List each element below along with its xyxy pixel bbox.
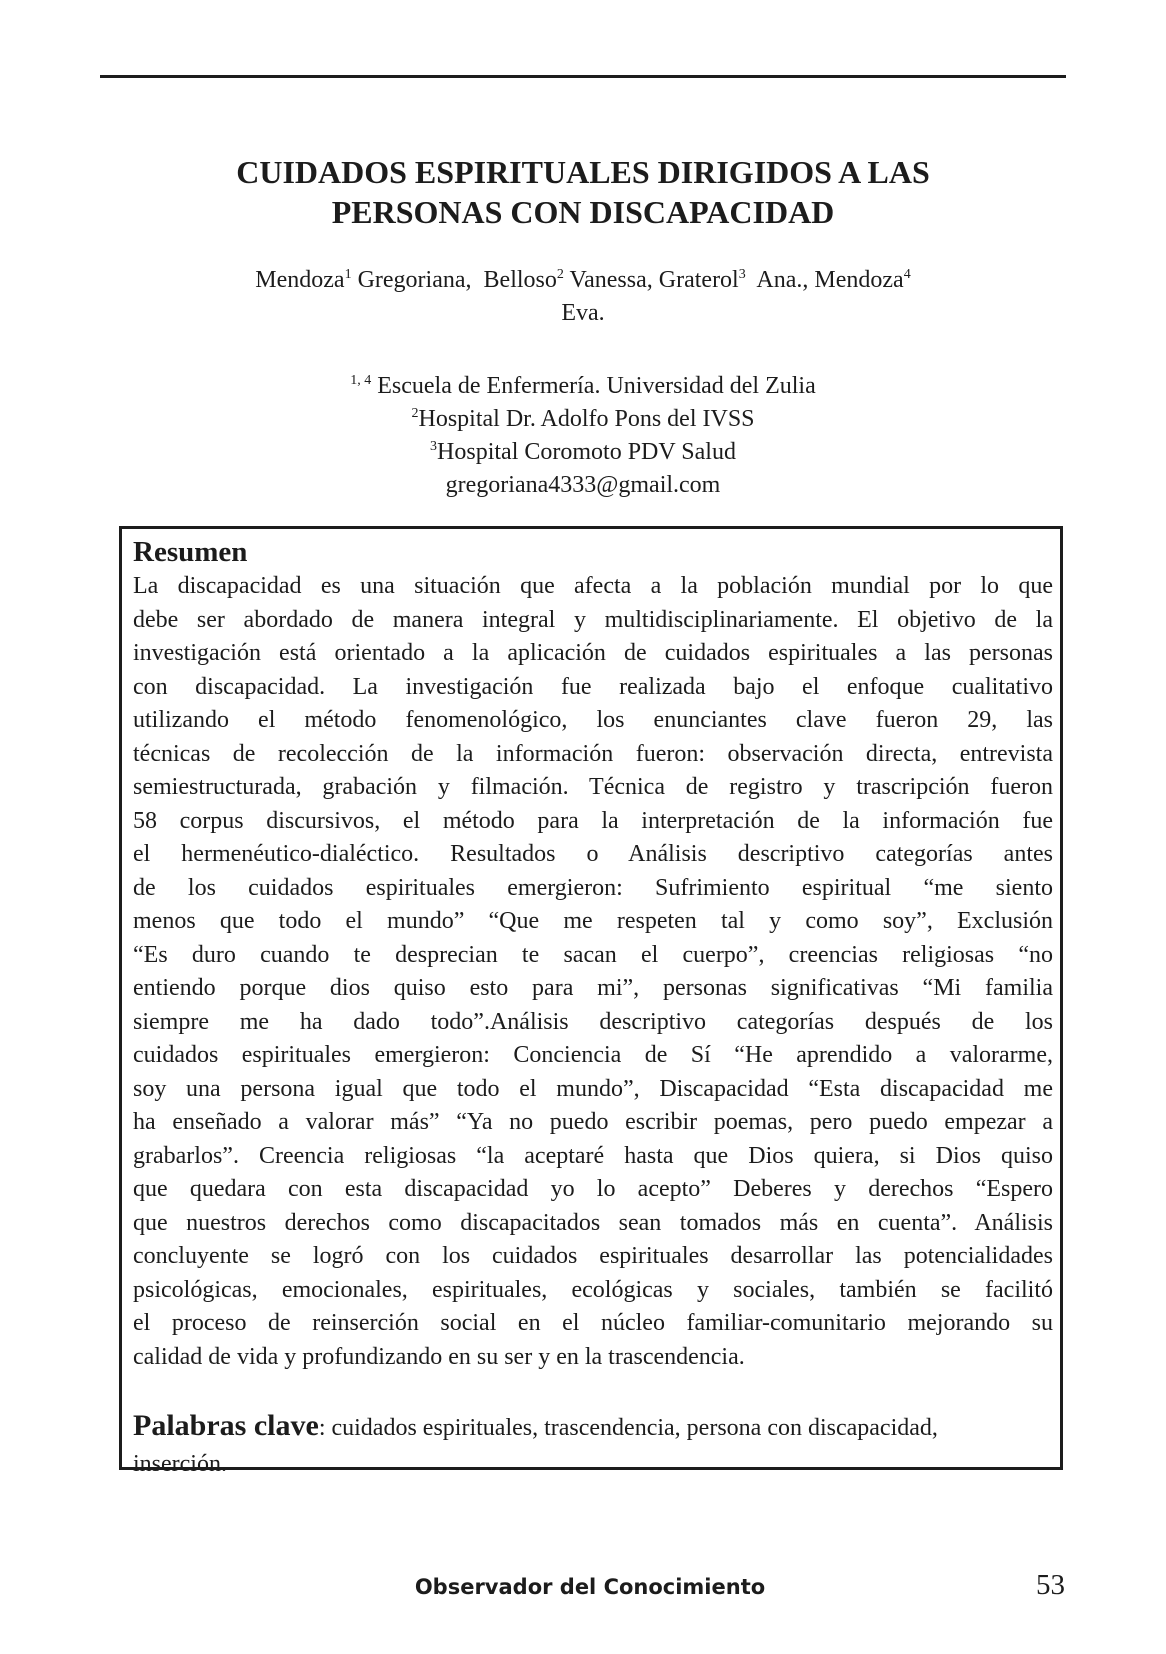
abstract-line: 58 corpus discursivos, el método para la interpretación de la información fue [133,807,1053,834]
keywords [133,1408,1053,1482]
abstract-line: psicológicas, emocionales, espirituales, ecológicas y sociales, también se facilitó [133,1276,1053,1303]
author-given-name: Eva. [561,300,605,326]
keywords-separator: : [318,1415,326,1441]
abstract-line: “Es duro cuando te desprecian te sacan el cuerpo”, creencias religiosas “no [133,941,1053,968]
abstract-line: técnicas de recolección de la información fueron: observación directa, entrevista [133,740,1053,767]
author-list [170,264,996,330]
abstract-line: el proceso de reinserción social en el núcleo familiar-comunitario mejorando su [133,1310,1053,1336]
authors-line-1 [170,264,996,297]
abstract-line: concluyente se logró con los cuidados espirituales desarrollar las potencialidades [133,1243,1053,1269]
abstract-line: con discapacidad. La investigación fue realizada bajo el enfoque cualitativo [133,673,1053,700]
page-number: 53 [1036,1569,1065,1601]
affiliations [100,370,1066,502]
abstract-line: calidad de vida y profundizando en su ser y en la trascendencia. [133,1343,745,1370]
affiliation-text: Escuela de Enfermería. Universidad del Zulia [377,373,816,399]
abstract-line: que quedara con esta discapacidad yo lo acepto” Deberes y derechos “Espero [133,1176,1053,1202]
contact-email: gregoriana4333@gmail.com [445,472,721,498]
abstract-line: debe ser abordado de manera integral y multidisciplinariamente. El objetivo de la [133,606,1053,633]
keywords-text: cuidados espirituales, trascendencia, persona con discapacidad, [325,1415,938,1441]
author-affiliation-marker: 3 [738,267,746,282]
abstract-line: siempre me ha dado todo”.Análisis descriptivo categorías después de los [133,1008,1053,1035]
abstract-line: La discapacidad es una situación que afecta a la población mundial por lo que [133,573,1053,599]
author-affiliation-marker: 1 [344,267,352,282]
abstract-heading: Resumen [133,536,248,568]
title-line-1: CUIDADOS ESPIRITUALES DIRIGIDOS A LAS [236,154,930,190]
title-line-2: PERSONAS CON DISCAPACIDAD [331,194,835,230]
affiliation-line [100,436,1066,469]
affiliation-marker: 3 [430,439,438,454]
abstract-line: que nuestros derechos como discapacitados sean tomados más en cuenta”. Análisis [133,1209,1053,1236]
abstract-line: menos que todo el mundo” “Que me respeten tal y como soy”, Exclusión [133,908,1053,934]
affiliation-text: Hospital Coromoto PDV Salud [437,439,736,465]
author-surname: Mendoza [255,267,345,293]
keywords-label: Palabras clave [133,1409,319,1442]
abstract-line: soy una persona igual que todo el mundo”, Discapacidad “Esta discapacidad me [133,1075,1053,1102]
abstract-line: de los cuidados espirituales emergieron: Sufrimiento espiritual “me siento [133,874,1053,901]
abstract-line: cuidados espirituales emergieron: Conciencia de Sí “He aprendido a valorarme, [133,1042,1053,1068]
top-rule [100,75,1066,78]
affiliation-text: Hospital Dr. Adolfo Pons del IVSS [418,406,755,432]
affiliation-marker: 1, 4 [350,373,372,388]
journal-name: Observador del Conocimiento [414,1575,766,1599]
abstract-line: el hermenéutico-dialéctico. Resultados o Análisis descriptivo categorías antes [133,841,1053,867]
abstract-line: semiestructurada, grabación y filmación. Técnica de registro y trascripción fueron [133,774,1053,800]
author-affiliation-marker: 2 [556,267,564,282]
author-surname: Mendoza [814,267,904,293]
paper-title [100,152,1066,232]
author-affiliation-marker: 4 [903,267,911,282]
abstract-body [133,570,1053,1374]
abstract-line: entiendo porque dios quiso esto para mi”, personas significativas “Mi familia [133,975,1053,1001]
author-surname: Graterol [658,267,739,293]
author-given-name: Gregoriana, [357,267,472,293]
affiliation-line [100,403,1066,436]
author-given-name: Ana., [756,267,809,293]
authors-line-2 [170,297,996,330]
abstract-line: grabarlos”. Creencia religiosas “la aceptaré hasta que Dios quiera, si Dios quiso [133,1142,1053,1169]
affiliation-line [100,370,1066,403]
keywords-line-1 [133,1408,1053,1446]
abstract-line: ha enseñado a valorar más” “Ya no puedo escribir poemas, pero puedo empezar a [133,1109,1053,1135]
abstract-line: utilizando el método fenomenológico, los enunciantes clave fueron 29, las [133,707,1053,733]
keywords-line-2: inserción. [133,1451,227,1477]
author-given-name: Vanessa, [569,267,653,293]
author-surname: Belloso [483,267,557,293]
abstract-line: investigación está orientado a la aplicación de cuidados espirituales a las personas [133,640,1053,666]
affiliation-marker: 2 [411,406,419,421]
